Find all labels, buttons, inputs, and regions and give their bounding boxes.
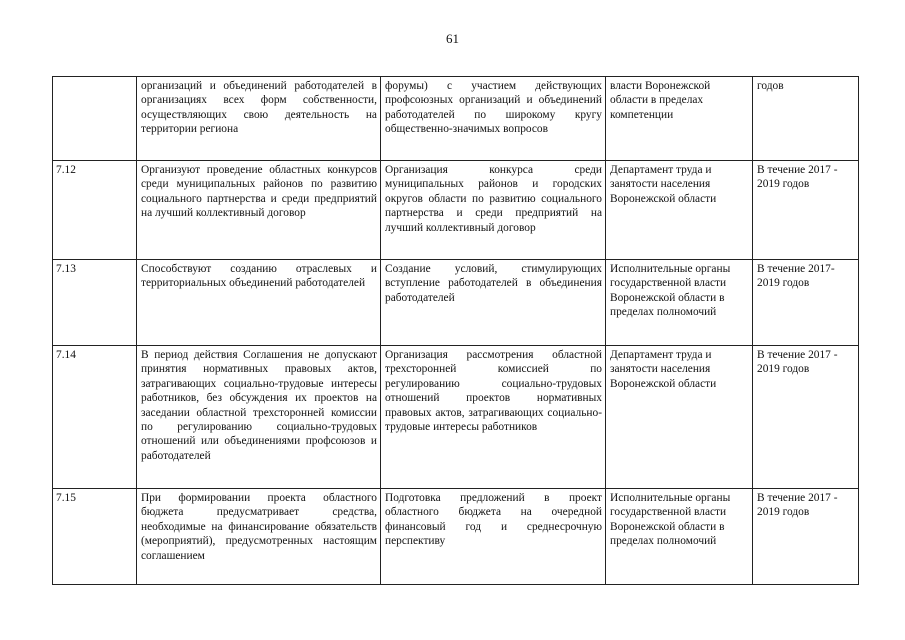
measure-cell: При формировании проекта областного бюджета предусматривает средства, необходимые на финансирование обязательств (мероприятий), предусмотренных настоящим соглашением (137, 489, 381, 585)
executor-cell: Департамент труда и занятости населения Воронежской области (606, 161, 753, 260)
term-cell: В течение 2017 - 2019 годов (753, 161, 859, 260)
term-cell: В течение 2017 - 2019 годов (753, 489, 859, 585)
executor-cell: Исполнительные органы государственной власти Воронежской области в пределах полномочий (606, 260, 753, 346)
page-number: 61 (446, 31, 459, 46)
agreement-table (52, 76, 859, 585)
table-row (53, 489, 859, 585)
table-row (53, 161, 859, 260)
table-row-continuation (53, 77, 859, 161)
measure-cell: В период действия Соглашения не допускают принятия нормативных правовых актов, затрагивающих социально-трудовые интересы работников, без обсуждения их проектов на заседании областной трехсторонней комиссии по регулированию социально-трудовых отношений или объединениями профсоюзов и работодателей (137, 346, 381, 489)
row-number-cell: 7.14 (53, 346, 137, 489)
table-row (53, 346, 859, 489)
executor-cell: Исполнительные органы государственной власти Воронежской области в пределах полномочий (606, 489, 753, 585)
measure-cell: организаций и объединений работодателей в организациях всех форм собственности, осуществляющих свою деятельность на территории региона (137, 77, 381, 161)
row-number-cell: 7.13 (53, 260, 137, 346)
activity-cell: Организация конкурса среди муниципальных районов и городских округов области по развитию социального партнерства и среди предприятий на лучший коллективный договор (381, 161, 606, 260)
term-cell: годов (753, 77, 859, 161)
activity-cell: Организация рассмотрения областной трехсторонней комиссией по регулированию социально-трудовых отношений проектов нормативных правовых актов, затрагивающих социально-трудовые интересы работников (381, 346, 606, 489)
activity-cell: Подготовка предложений в проект областного бюджета на очередной финансовый год и среднесрочную перспективу (381, 489, 606, 585)
row-number-cell: 7.12 (53, 161, 137, 260)
term-cell: В течение 2017- 2019 годов (753, 260, 859, 346)
table-row (53, 260, 859, 346)
activity-cell: Создание условий, стимулирующих вступление работодателей в объединения работодателей (381, 260, 606, 346)
row-number-cell: 7.15 (53, 489, 137, 585)
row-number-cell (53, 77, 137, 161)
measure-cell: Организуют проведение областных конкурсов среди муниципальных районов по развитию социального партнерства и среди предприятий на лучший коллективный договор (137, 161, 381, 260)
measure-cell: Способствуют созданию отраслевых и территориальных объединений работодателей (137, 260, 381, 346)
term-cell: В течение 2017 - 2019 годов (753, 346, 859, 489)
activity-cell: форумы) с участием действующих профсоюзных организаций и объединений работодателей по широкому кругу общественно-значимых вопросов (381, 77, 606, 161)
executor-cell: власти Воронежской области в пределах компетенции (606, 77, 753, 161)
executor-cell: Департамент труда и занятости населения Воронежской области (606, 346, 753, 489)
